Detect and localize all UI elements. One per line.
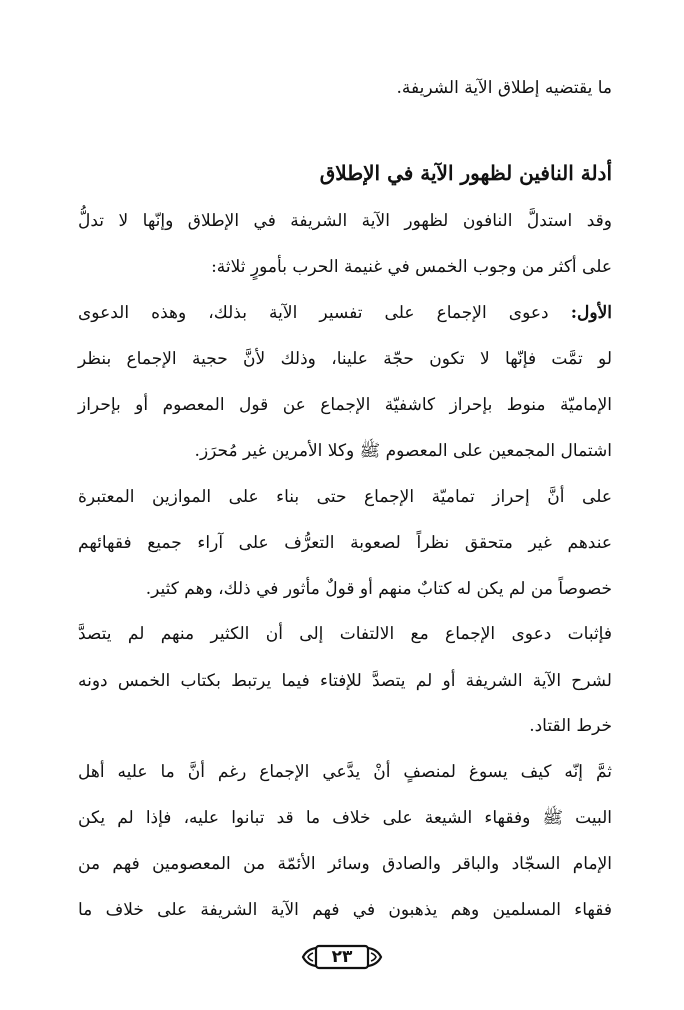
- first-point-label: الأول:: [570, 303, 612, 323]
- paragraph-line: ثمَّ إنّه كيف يسوغ لمنصفٍ أنْ يدَّعي الإجماع رغم أنَّ ما عليه أهل: [78, 762, 612, 782]
- page-number-badge: [300, 943, 384, 971]
- paragraph-line: [78, 301, 612, 325]
- section-heading: أدلة النافين لظهور الآية في الإطلاق: [319, 161, 612, 185]
- paragraph-line: لشرح الآية الشريفة أو لم يتصدَّ للإفتاء فيما يرتبط بكتاب الخمس دونه: [78, 671, 612, 691]
- paragraph-line: خرط القتاد.: [529, 716, 612, 736]
- paragraph-line: خصوصاً من لم يكن له كتابٌ منهم أو قولٌ مأثور في ذلك، وهم كثير.: [145, 579, 612, 599]
- paragraph-line: الإمام السجّاد والباقر والصادق وسائر الأئمّة من المعصومين فهم من: [78, 854, 613, 874]
- paragraph-line: وقد استدلَّ النافون لظهور الآية الشريفة في الإطلاق وإنّها لا تدلُّ: [78, 211, 612, 231]
- first-point-text: دعوى الإجماع على تفسير الآية بذلك، وهذه الدعوى: [78, 303, 549, 323]
- paragraph-line: على أكثر من وجوب الخمس في غنيمة الحرب بأمورٍ ثلاثة:: [211, 257, 612, 277]
- paragraph-line: الإماميّة منوط بإحراز كاشفيّة الإجماع عن قول المعصوم أو بإحراز: [78, 395, 612, 415]
- page-number: ٢٣: [331, 947, 353, 967]
- paragraph-line: فقهاء المسلمين وهم يذهبون في فهم الآية الشريفة على خلاف ما: [78, 900, 612, 920]
- paragraph-line: لو تمَّت فإنّها لا تكون حجّة علينا، وذلك لأنَّ حجية الإجماع بنظر: [78, 349, 612, 369]
- paragraph-line: عندهم غير متحقق نظراً لصعوبة التعرُّف على آراء جميع فقهائهم: [78, 533, 612, 553]
- paragraph-line: البيت ﷺ وفقهاء الشيعة على خلاف ما قد تبانوا عليه، فإذا لم يكن: [78, 808, 612, 828]
- paragraph-line: اشتمال المجمعين على المعصوم ﷺ وكلا الأمرين غير مُحرَز.: [194, 441, 612, 461]
- paragraph-line: فإثبات دعوى الإجماع مع الالتفات إلى أن الكثير منهم لم يتصدَّ: [78, 624, 612, 644]
- paragraph-line: على أنَّ إحراز تماميّة الإجماع حتى بناء على الموازين المعتبرة: [78, 487, 612, 507]
- intro-line: ما يقتضيه إطلاق الآية الشريفة.: [396, 78, 612, 98]
